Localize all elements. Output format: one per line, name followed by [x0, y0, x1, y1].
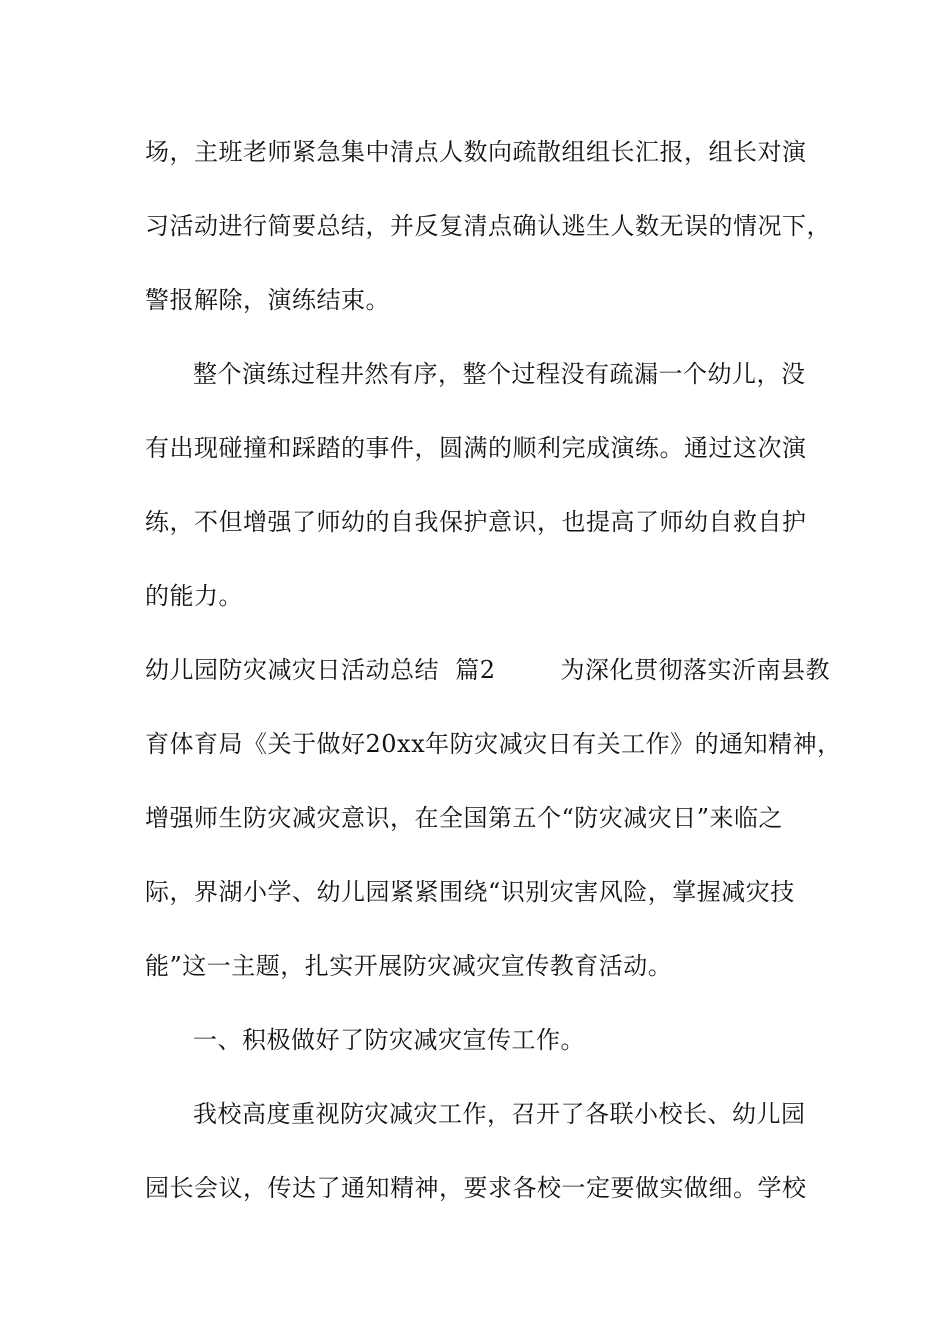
text-line: 增强师生防灾减灾意识，在全国第五个“防灾减灾日”来临之	[145, 804, 784, 832]
section-heading-line: 幼儿园防灾减灾日活动总结 篇2 为深化贯彻落实沂南县教	[145, 656, 831, 684]
text-line: 园长会议，传达了通知精神，要求各校一定要做实做细。学校	[145, 1174, 807, 1202]
text-line: 能”这一主题，扎实开展防灾减灾宣传教育活动。	[145, 952, 673, 980]
paragraph-start-line: 整个演练过程井然有序，整个过程没有疏漏一个幼儿，没	[193, 360, 806, 388]
subheading-line: 一、积极做好了防灾减灾宣传工作。	[193, 1026, 585, 1054]
text-line: 有出现碰撞和踩踏的事件，圆满的顺利完成演练。通过这次演	[145, 434, 807, 462]
text-line: 的能力。	[145, 582, 243, 610]
text-line: 际，界湖小学、幼儿园紧紧围绕“识别灾害风险，掌握减灾技	[145, 878, 795, 906]
paragraph-start-line: 我校高度重视防灾减灾工作，召开了各联小校长、幼儿园	[193, 1100, 806, 1128]
text-line: 育体育局《关于做好20xx年防灾减灾日有关工作》的通知精神，	[145, 730, 842, 758]
text-line: 练，不但增强了师幼的自我保护意识，也提高了师幼自救自护	[145, 508, 807, 536]
text-line: 习活动进行简要总结，并反复清点确认逃生人数无误的情况下，	[145, 212, 831, 240]
text-line: 警报解除，演练结束。	[145, 286, 390, 314]
text-line: 场，主班老师紧急集中清点人数向疏散组组长汇报，组长对演	[145, 138, 807, 166]
